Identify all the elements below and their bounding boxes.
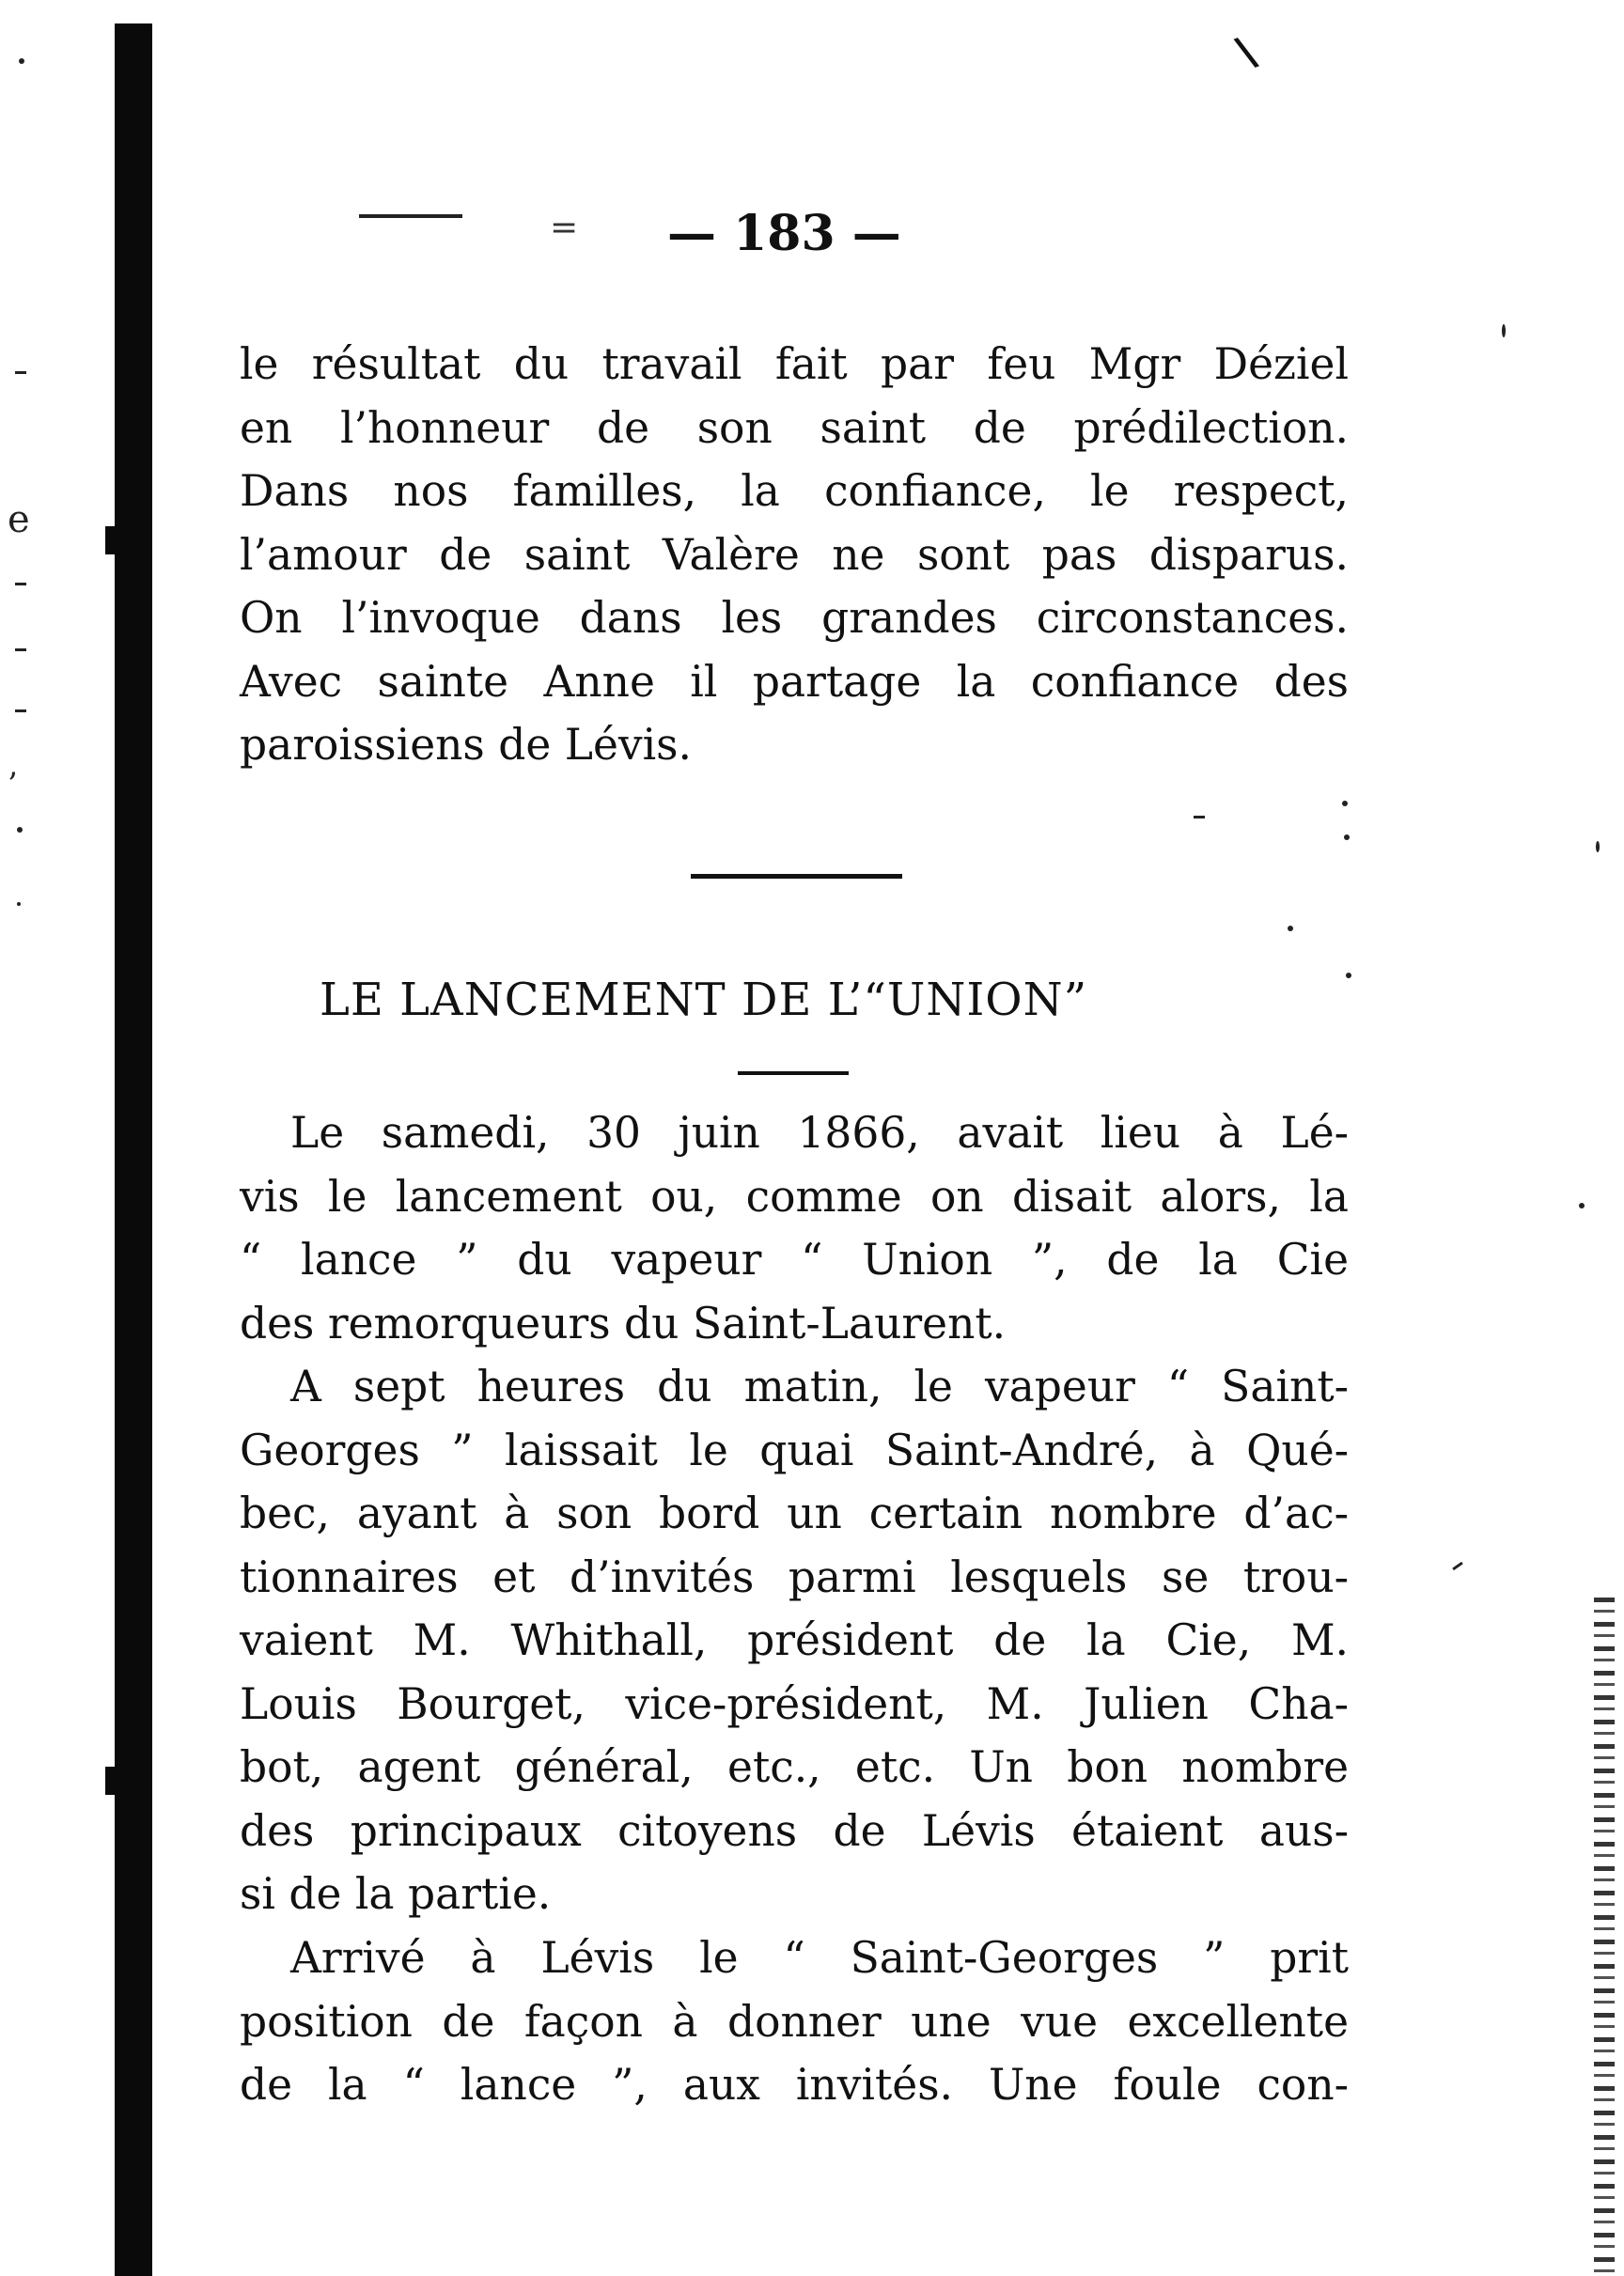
paragraph bbox=[240, 1355, 1349, 1926]
text-line: tionnaires et d’invités parmi lesquels se trou- bbox=[240, 1551, 1349, 1602]
text-line: A sept heures du matin, le vapeur “ Saint- bbox=[290, 1362, 1349, 1411]
text-line: position de façon à donner une vue excellente bbox=[240, 1996, 1349, 2047]
scan-speck bbox=[1579, 1203, 1585, 1208]
scan-speck bbox=[1288, 926, 1293, 931]
scan-speck bbox=[1596, 841, 1600, 852]
paragraph-continued bbox=[240, 333, 1349, 777]
scan-speck bbox=[15, 648, 26, 651]
paragraph bbox=[240, 1101, 1349, 1355]
text-line: le résultat du travail fait par feu Mgr Déziel bbox=[240, 339, 1349, 389]
text-line: bot, agent général, etc., etc. Un bon nombre bbox=[240, 1742, 1349, 1792]
page-number: — 183 — bbox=[667, 205, 901, 262]
scan-speck bbox=[1452, 1562, 1463, 1570]
scan-speck bbox=[15, 371, 26, 374]
text-line: bec, ayant à son bord un certain nombre d’ac- bbox=[240, 1489, 1349, 1538]
text-line: vis le lancement ou, comme on disait alors, la bbox=[240, 1171, 1349, 1222]
text-line: Dans nos familles, la confiance, le respect, bbox=[240, 466, 1349, 516]
text-line: vaient M. Whithall, président de la Cie, M. bbox=[240, 1615, 1349, 1665]
text-line: des remorqueurs du Saint-Laurent. bbox=[240, 1298, 1007, 1348]
section-title: LE LANCEMENT DE L’“UNION” bbox=[320, 974, 1088, 1026]
scan-speck bbox=[17, 827, 23, 833]
text-line: de la “ lance ”, aux invités. Une foule con- bbox=[240, 2060, 1349, 2110]
binding-notch bbox=[105, 1767, 122, 1795]
scan-speck bbox=[17, 902, 21, 906]
text-line: Le samedi, 30 juin 1866, avait lieu à Lé- bbox=[290, 1108, 1349, 1158]
text-line: On l’invoque dans les grandes circonstances. bbox=[240, 593, 1349, 643]
text-line: Louis Bourget, vice-président, M. Julien Cha- bbox=[240, 1678, 1349, 1729]
title-underline bbox=[738, 1071, 849, 1075]
binding-notch bbox=[105, 526, 122, 554]
scan-speck bbox=[1344, 834, 1350, 840]
binding-edge bbox=[115, 23, 152, 2276]
text-line: l’amour de saint Valère ne sont pas disparus. bbox=[240, 529, 1349, 580]
text-line: Georges ” laissait le quai Saint-André, à Qué- bbox=[240, 1425, 1349, 1475]
scan-speck bbox=[1342, 801, 1348, 806]
scan-speck bbox=[1346, 973, 1351, 978]
text-line: des principaux citoyens de Lévis étaient aus- bbox=[240, 1805, 1349, 1856]
text-line: en l’honneur de son saint de prédilection. bbox=[240, 402, 1349, 453]
scan-speck bbox=[1502, 324, 1506, 337]
section-separator bbox=[691, 874, 902, 879]
paragraph bbox=[240, 1926, 1349, 2117]
scan-speck bbox=[19, 58, 24, 64]
scan-speck bbox=[15, 709, 26, 712]
scanner-noise bbox=[1594, 1598, 1615, 2274]
margin-character: e bbox=[8, 498, 30, 541]
scan-tick-mark: \ bbox=[1230, 26, 1262, 78]
scan-speck bbox=[15, 583, 26, 585]
scan-speck bbox=[1194, 816, 1205, 818]
text-line: si de la partie. bbox=[240, 1869, 552, 1919]
header-mark: = bbox=[550, 209, 579, 247]
text-line: “ lance ” du vapeur “ Union ”, de la Cie bbox=[240, 1235, 1349, 1285]
header-rule-fragment bbox=[359, 214, 462, 218]
margin-character: ’ bbox=[8, 766, 18, 803]
text-line: Avec sainte Anne il partage la confiance des bbox=[240, 656, 1349, 707]
text-line: paroissiens de Lévis. bbox=[240, 720, 692, 770]
text-line: Arrivé à Lévis le “ Saint-Georges ” prit bbox=[290, 1933, 1349, 1983]
